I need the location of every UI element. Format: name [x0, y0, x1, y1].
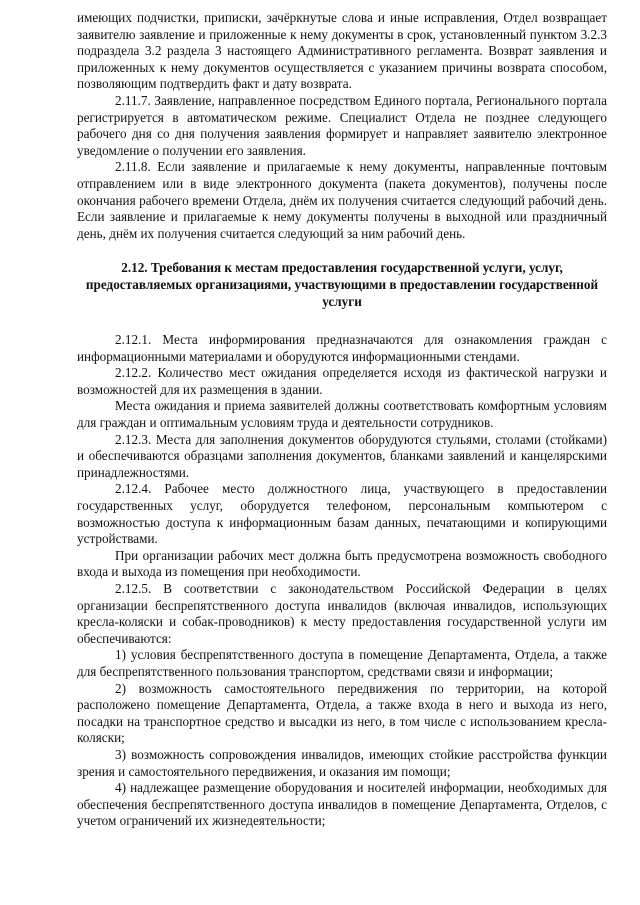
paragraph-2-12-1: 2.12.1. Места информирования предназначаются для ознакомления граждан с информационными материалами и оборудуются информационными стендами. [77, 332, 607, 364]
paragraph-workplace-access: При организации рабочих мест должна быть предусмотрена возможность свободного входа и выхода из помещения при необходимости. [77, 547, 607, 580]
list-item-4: 4) надлежащее размещение оборудования и носителей информации, необходимых для обеспечения беспрепятственного доступа инвалидов в помещение Департамента, Отделов, с учетом ограничений их жизнедеятельности; [77, 780, 607, 829]
paragraph-2-12-5: 2.12.5. В соответствии с законодательством Российской Федерации в целях организации беспрепятственного доступа инвалидов (включая инвалидов, использующих кресла-коляски и собак-проводников) к месту предоставления государственной услуги им обеспечиваются: [77, 581, 607, 646]
list-item-3: 3) возможность сопровождения инвалидов, имеющих стойкие расстройства функции зрения и самостоятельного передвижения, и оказания им помощи; [77, 746, 607, 779]
paragraph-2-11-7: 2.11.7. Заявление, направленное посредством Единого портала, Регионального портала регистрируется в автоматическом режиме. Специалист Отдела не позднее следующего рабочего дня со дня получения заявления формирует и направляет заявителю электронное уведомление о получении его заявления. [77, 92, 607, 158]
list-item-1: 1) условия беспрепятственного доступа в помещение Департамента, Отдела, а также для беспрепятственного пользования транспортом, средствами связи и информации; [77, 647, 607, 679]
list-item-2: 2) возможность самостоятельного передвижения по территории, на которой расположено помещение Департамента, Отдела, а также входа в него и выхода из него, посадки на транспортное средство и высадки из него, в том числе с использованием кресла-коляски; [77, 680, 607, 746]
paragraph-2-11-8: 2.11.8. Если заявление и прилагаемые к нему документы, направленные почтовым отправлением или в виде электронного документа (пакета документов), получены после окончания рабочего времени Отдела, днём их получения считается следующий рабочий день. Если заявление и прилагаемые к нему документы получены в выходной или праздничный день, днём их получения считается следующий за ним рабочий день. [77, 159, 607, 241]
paragraph-2-12-4: 2.12.4. Рабочее место должностного лица, участвующего в предоставлении государственных услуг, оборудуется телефоном, персональным компьютером с возможностью доступа к информационным базам данных, печатающими и копирующими устройствами. [77, 481, 607, 547]
paragraph-2-12-3: 2.12.3. Места для заполнения документов оборудуются стульями, столами (стойками) и обеспечиваются образцами заполнения документов, бланками заявлений и канцелярскими принадлежностями. [77, 431, 607, 480]
section-heading-2-12: 2.12. Требования к местам предоставления государственной услуги, услуг, предоставляемых организациями, участвующими в предоставлении государственной услуги [85, 260, 599, 309]
paragraph-return-continuation: имеющих подчистки, приписки, зачёркнутые слова и иные исправления, Отдел возвращает заявителю заявление и приложенные к нему документы в срок, установленный пунктом 3.2.3 подраздела 3.2 раздела 3 настоящего Административного регламента. Возврат заявления и приложенных к нему документов осуществляется с указанием причины возврата способом, позволяющим подтвердить факт и дату возврата. [77, 10, 607, 92]
paragraph-waiting-places: Места ожидания и приема заявителей должны соответствовать комфортным условиям для граждан и оптимальным условиям труда и деятельности сотрудников. [77, 398, 607, 431]
paragraph-2-12-2: 2.12.2. Количество мест ожидания определяется исходя из фактической нагрузки и возможностей для их размещения в здании. [77, 365, 607, 397]
